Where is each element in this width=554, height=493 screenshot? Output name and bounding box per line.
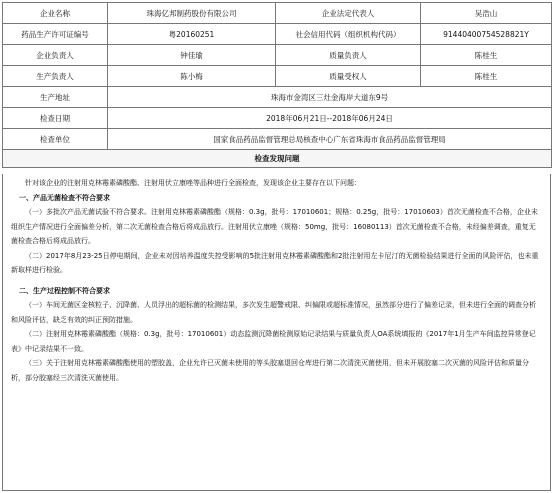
finding-paragraph: （二）2017年8月23-25日停电期间，企业未对因培养温度失控受影响的5批注射用克林霉素磷酸酯和2批注射用左卡尼汀的无菌检验结果进行全面的风险评估，也未重新取样进行检验。: [11, 251, 539, 274]
field-label: 生产负责人: [3, 66, 108, 87]
field-label: 药品生产许可证编号: [3, 24, 108, 45]
info-row: [3, 129, 552, 150]
info-row: [3, 66, 552, 87]
field-value: 陈桂生: [421, 45, 552, 66]
field-value: 国家食品药品监督管理总局核查中心广东省珠海市食品药品监督管理局: [108, 129, 552, 150]
finding-paragraph: （三）关于注射用克林霉素磷酸酯使用的塑胶盖，企业允许已灭菌未使用的等头胶塞退回仓库进行第二次清洗灭菌使用，但未开展胶塞二次灭菌的风险评估和质量分析，部分胶塞经三次清洗灭菌使用。: [11, 359, 529, 382]
field-value: 粤20160251: [108, 24, 276, 45]
field-value: 吴浩山: [421, 3, 552, 24]
field-label: 质量受权人: [276, 66, 421, 87]
finding-paragraph: （二）注射用克林霉素磷酸酯（规格：0.3g，批号：17010601）动态监测沉降菌检测原始记录结果与质量负责人OA系统填报的《2017年1月生产车间监控异常登记表》中记录结果不一致。: [11, 330, 536, 353]
finding-paragraph: （一）多批次产品无菌试验不符合要求。注射用克林霉素磷酸酯（规格：0.3g，批号：17010601；规格：0.25g，批号：17010603）首次无菌检查不合格，企业未组织生产情况进行全面偏差分析，第二次无菌检查合格后将成品放行。注射用伏立康唑（规格：50mg，批号：16080113）首次无菌检查不合格，未经偏差调查，重复无菌检查合格后将成品放行。: [11, 208, 538, 245]
findings-title: 检查发现问题: [3, 150, 552, 168]
section-heading: 二、生产过程控制不符合要求: [19, 286, 110, 295]
findings-title-row: [3, 150, 552, 168]
field-value: 陈桂生: [421, 66, 552, 87]
field-value: 钟佳瑜: [108, 45, 276, 66]
field-label: 企业名称: [3, 3, 108, 24]
info-row: [3, 3, 552, 24]
section-heading: 一、产品无菌检查不符合要求: [19, 193, 110, 202]
info-row: [3, 24, 552, 45]
field-value: 珠海亿邦制药股份有限公司: [108, 3, 276, 24]
inspection-info-table: [2, 2, 552, 168]
field-value: 2018年06月21日--2018年06月24日: [108, 108, 552, 129]
field-label: 检查日期: [3, 108, 108, 129]
field-label: 社会信用代码（组织机构代码）: [276, 24, 421, 45]
info-row: [3, 45, 552, 66]
info-row: [3, 108, 552, 129]
findings-body: [2, 174, 551, 491]
field-label: 企业负责人: [3, 45, 108, 66]
field-value: 珠海市金湾区三灶金海岸大道东9号: [108, 87, 552, 108]
field-value: 91440400754528821Y: [421, 24, 552, 45]
findings-intro: 针对该企业的注射用克林霉素磷酸酯、注射用伏立康唑等品种进行全面检查，发现该企业主要存在以下问题：: [25, 179, 361, 187]
field-label: 生产地址: [3, 87, 108, 108]
field-label: 检查单位: [3, 129, 108, 150]
field-label: 质量负责人: [276, 45, 421, 66]
field-value: 陈小梅: [108, 66, 276, 87]
finding-paragraph: （一）车间无菌区金核粒子、沉降菌、人员浮出的超标菌的检测结果，多次发生超警戒限、纠偏限或超标准情况，虽然部分进行了偏差记录，但未进行全面的调查分析和风险评估，缺乏有效的纠正预防措施。: [11, 301, 536, 324]
field-label: 企业法定代表人: [276, 3, 421, 24]
info-row: [3, 87, 552, 108]
